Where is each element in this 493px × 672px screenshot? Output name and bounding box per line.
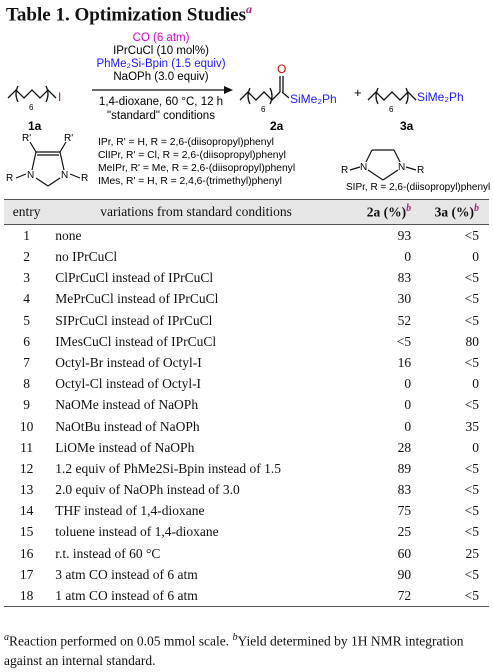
cell-variation: toluene instead of 1,4-dioxane xyxy=(55,524,219,540)
table-row xyxy=(4,479,489,500)
table-footnotes xyxy=(4,628,489,670)
cell-variation: Octyl-Br instead of Octyl-I xyxy=(55,354,202,370)
subscript-6-2a: 6 xyxy=(261,105,266,114)
cell-yield-2a: 0 xyxy=(404,397,412,413)
table-row xyxy=(4,437,489,458)
sipr-atom-r-right: R xyxy=(417,165,425,176)
plus-sign: + xyxy=(354,85,362,100)
cell-yield-2a: 83 xyxy=(397,482,412,498)
cell-variation: 3 atm CO instead of 6 atm xyxy=(55,566,198,582)
iodide-label: I xyxy=(58,90,62,104)
cell-yield-3a: <5 xyxy=(425,585,489,607)
table-header-row xyxy=(4,200,489,225)
cell-yield-2a: 93 xyxy=(397,227,412,243)
ligand-line-meipr: MeIPr, R' = Me, R = 2,6-(diisopropyl)phenyl xyxy=(98,163,296,174)
header-variation: variations from standard conditions xyxy=(49,200,343,225)
cell-yield-3a: <5 xyxy=(464,291,479,307)
cell-variation: THF instead of 1,4-dioxane xyxy=(55,503,205,519)
ligand-line-sipr: SIPr, R = 2,6-(diisopropyl)phenyl xyxy=(346,182,491,193)
cell-entry: 16 xyxy=(19,545,34,561)
header-yield-2a-text: 2a (%) xyxy=(366,204,407,220)
ligand-line-ipr: IPr, R' = H, R = 2,6-(diisopropyl)phenyl xyxy=(98,137,274,148)
label-3a: 3a xyxy=(400,119,414,133)
table-row xyxy=(4,522,489,543)
footnote-mark-b: b xyxy=(406,203,412,215)
cell-variation: NaOtBu instead of NaOPh xyxy=(55,418,200,434)
cell-yield-2a: 72 xyxy=(343,585,425,607)
oxygen-label: O xyxy=(277,62,287,76)
cell-yield-3a: <5 xyxy=(464,270,479,286)
cell-yield-3a: 80 xyxy=(465,333,479,349)
cell-yield-3a: 35 xyxy=(465,418,479,434)
cell-entry: 14 xyxy=(19,503,34,519)
substrate-1a xyxy=(8,86,56,102)
cell-variation: no IPrCuCl xyxy=(55,249,118,265)
table-row xyxy=(4,331,489,352)
cell-entry: 12 xyxy=(19,460,34,476)
cell-variation: Octyl-Cl instead of Octyl-I xyxy=(55,376,202,392)
cell-yield-2a: 30 xyxy=(397,291,412,307)
cell-entry: 9 xyxy=(23,397,30,413)
footnote-mark-b: b xyxy=(474,203,479,215)
cell-yield-3a: <5 xyxy=(464,524,479,540)
cell-yield-3a: 0 xyxy=(472,249,479,265)
cell-yield-2a: 83 xyxy=(397,270,412,286)
atom-n-right: N xyxy=(61,170,69,181)
cell-variation: 1 atm CO instead of 6 atm xyxy=(49,585,343,607)
cell-variation: SIPrCuCl instead of IPrCuCl xyxy=(55,312,213,328)
cell-entry: 7 xyxy=(23,354,30,370)
table-title xyxy=(6,2,252,26)
cell-variation: NaOMe instead of NaOPh xyxy=(55,397,199,413)
cell-yield-3a: <5 xyxy=(464,460,479,476)
cell-yield-2a: 0 xyxy=(404,249,412,265)
cell-variation: r.t. instead of 60 °C xyxy=(55,545,161,561)
header-yield-3a xyxy=(425,200,489,225)
sipr-atom-n-right: N xyxy=(398,162,406,173)
reaction-arrow xyxy=(92,86,233,94)
condition-label: "standard" conditions xyxy=(107,110,215,122)
cell-yield-2a: 25 xyxy=(397,524,412,540)
cell-yield-3a: 0 xyxy=(472,439,479,455)
cell-yield-2a: <5 xyxy=(396,333,412,349)
table-row xyxy=(4,373,489,394)
footnote-a-text: Reaction performed on 0.05 mmol scale. xyxy=(9,633,233,649)
label-1a: 1a xyxy=(28,119,42,133)
condition-catalyst: IPrCuCl (10 mol%) xyxy=(113,45,209,57)
cell-variation: LiOMe instead of NaOPh xyxy=(55,439,195,455)
table-row xyxy=(4,267,489,288)
footnote-mark-a: a xyxy=(246,2,253,16)
cell-entry: 5 xyxy=(23,312,30,328)
product-3a xyxy=(368,88,416,104)
condition-base: NaOPh (3.0 equiv) xyxy=(113,71,209,83)
cell-variation: IMesCuCl instead of IPrCuCl xyxy=(55,333,217,349)
optimization-table xyxy=(4,199,489,607)
cell-yield-2a: 28 xyxy=(397,439,412,455)
cell-variation: ClPrCuCl instead of IPrCuCl xyxy=(55,270,214,286)
cell-yield-2a: 0 xyxy=(404,376,412,392)
reaction-scheme xyxy=(0,30,493,198)
cell-entry: 11 xyxy=(20,439,34,455)
cell-yield-3a: <5 xyxy=(464,482,479,498)
subscript-6-3a: 6 xyxy=(389,105,394,114)
cell-entry: 18 xyxy=(4,585,49,607)
cell-yield-3a: 0 xyxy=(472,376,479,392)
cell-entry: 8 xyxy=(23,376,30,392)
table-row xyxy=(4,416,489,437)
condition-solvent: 1,4-dioxane, 60 °C, 12 h xyxy=(98,96,224,108)
sipr-atom-n-left: N xyxy=(360,162,368,173)
cell-variation: MePrCuCl instead of IPrCuCl xyxy=(55,291,219,307)
atom-rp-left: R' xyxy=(22,133,32,144)
ligand-line-imes: IMes, R' = H, R = 2,4,6-(trimethyl)phenyl xyxy=(98,176,282,187)
atom-n-left: N xyxy=(27,170,35,181)
cell-yield-2a: 16 xyxy=(397,354,412,370)
ligand-line-clipr: ClIPr, R' = Cl, R = 2,6-(diisopropyl)phenyl xyxy=(98,150,286,161)
atom-r-right: R xyxy=(81,173,89,184)
table-row xyxy=(4,289,489,310)
cell-entry: 3 xyxy=(23,270,30,286)
table-row xyxy=(4,564,489,585)
cell-yield-2a: 90 xyxy=(397,566,412,582)
cell-variation: none xyxy=(55,227,82,243)
cell-entry: 17 xyxy=(19,566,34,582)
cell-yield-2a: 75 xyxy=(397,503,412,519)
cell-yield-3a: <5 xyxy=(464,566,479,582)
condition-silylboronate: PhMe₂Si-Bpin (1.5 equiv) xyxy=(96,58,226,70)
cell-yield-3a: <5 xyxy=(464,503,479,519)
cell-entry: 1 xyxy=(23,227,30,243)
cell-variation: 2.0 equiv of NaOPh instead of 3.0 xyxy=(55,482,240,498)
header-yield-2a xyxy=(343,200,425,225)
silyl-label-2a: SiMe₂Ph xyxy=(290,92,337,106)
condition-co: CO (6 atm) xyxy=(132,32,190,44)
footnote-a-mark: a xyxy=(4,632,9,643)
table-row xyxy=(4,225,489,247)
cell-entry: 2 xyxy=(23,249,30,265)
cell-entry: 13 xyxy=(19,482,34,498)
label-2a: 2a xyxy=(270,119,284,133)
cell-yield-2a: 89 xyxy=(397,460,412,476)
product-2a xyxy=(240,76,289,104)
cell-yield-3a: <5 xyxy=(464,397,479,413)
cell-entry: 10 xyxy=(19,418,34,434)
atom-r-left: R xyxy=(6,173,14,184)
footnote-b-mark: b xyxy=(232,632,238,643)
table-row xyxy=(4,395,489,416)
cell-yield-2a: 52 xyxy=(397,312,412,328)
table-row xyxy=(4,543,489,564)
silyl-label-3a: SiMe₂Ph xyxy=(417,90,464,104)
subscript-6-1a: 6 xyxy=(29,103,34,112)
cell-entry: 15 xyxy=(19,524,34,540)
cell-entry: 6 xyxy=(23,333,30,349)
imidazolylidene-structure xyxy=(16,142,80,186)
cell-yield-3a: <5 xyxy=(464,227,479,243)
table-row xyxy=(4,246,489,267)
table-row xyxy=(4,310,489,331)
table-title-text: Table 1. Optimization Studies xyxy=(6,4,247,26)
cell-yield-2a: 60 xyxy=(397,545,412,561)
header-entry: entry xyxy=(4,200,49,225)
cell-yield-2a: 0 xyxy=(404,418,412,434)
cell-yield-3a: <5 xyxy=(464,312,479,328)
table-row xyxy=(4,352,489,373)
cell-entry: 4 xyxy=(23,291,30,307)
table-row xyxy=(4,585,489,607)
cell-yield-3a: <5 xyxy=(464,354,479,370)
cell-variation: 1.2 equiv of PhMe2Si-Bpin instead of 1.5 xyxy=(55,460,281,476)
footnote-b-text: Yield determined by 1H NMR integration against an internal standard. xyxy=(4,633,464,668)
header-yield-3a-text: 3a (%) xyxy=(434,204,474,220)
table-row xyxy=(4,458,489,479)
cell-yield-3a: 25 xyxy=(465,545,479,561)
table-row xyxy=(4,500,489,521)
sipr-atom-r-left: R xyxy=(341,165,349,176)
atom-rp-right: R' xyxy=(64,133,74,144)
